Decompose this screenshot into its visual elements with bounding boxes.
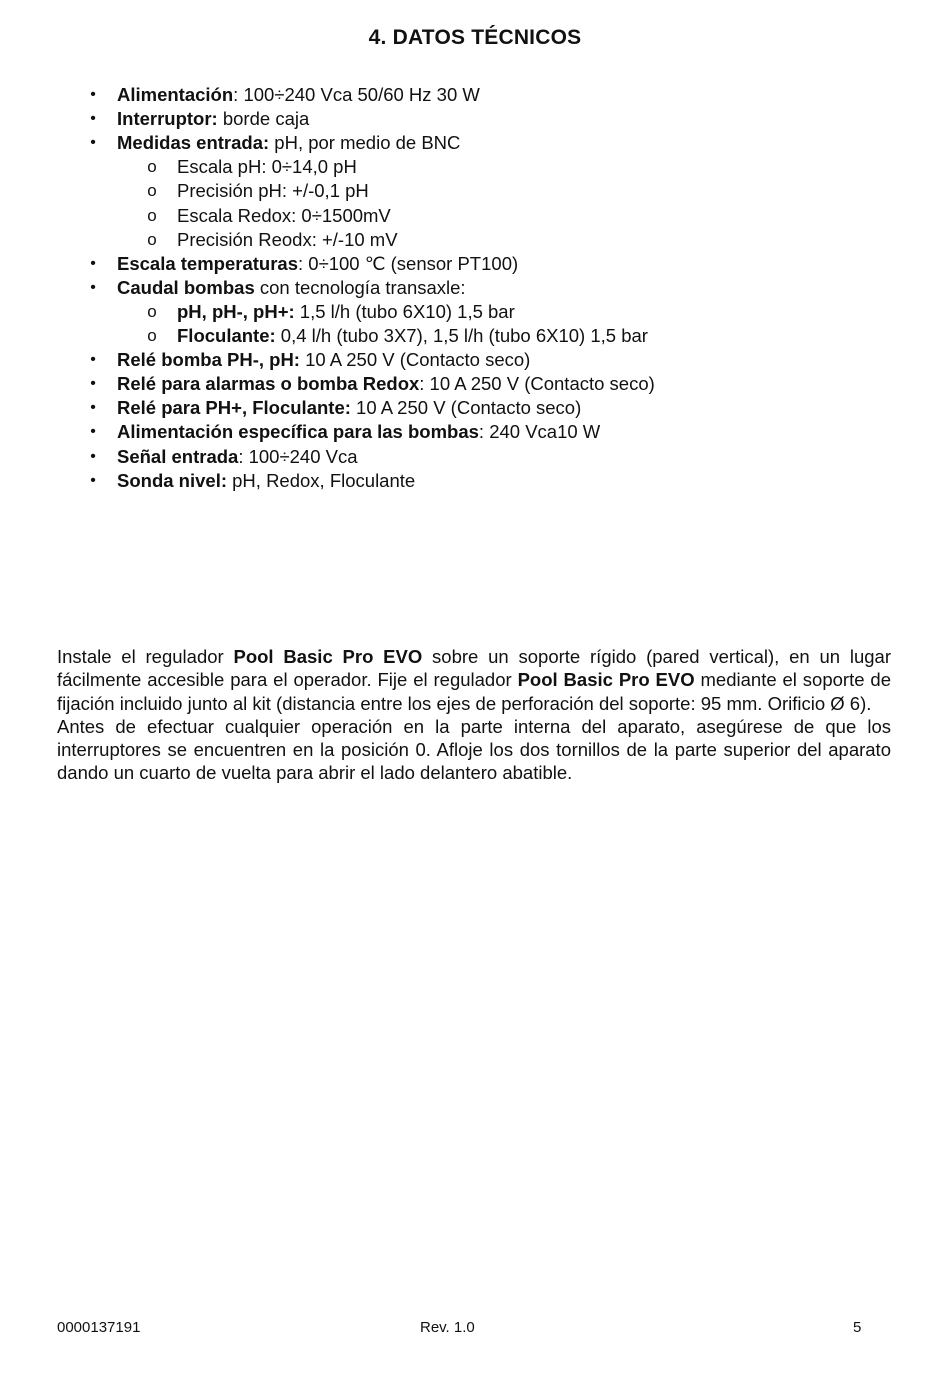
spec-value: Escala pH: 0÷14,0 pH	[177, 156, 357, 178]
spec-text	[117, 253, 518, 275]
spec-text	[117, 397, 581, 419]
section-title: 4. DATOS TÉCNICOS	[368, 26, 582, 49]
bullet-marker: •	[90, 447, 96, 465]
spec-value: con tecnología transaxle:	[254, 276, 466, 298]
spec-value: 0,4 l/h (tubo 3X7), 1,5 l/h (tubo 6X10) 1,5 bar	[275, 325, 648, 346]
spec-text	[177, 325, 648, 347]
spec-label: Medidas entrada:	[117, 132, 270, 154]
page-number: 5	[853, 1319, 862, 1336]
spec-value: 10 A 250 V (Contacto seco)	[299, 349, 531, 371]
spec-text	[117, 108, 309, 130]
spec-value: 10 A 250 V (Contacto seco)	[350, 397, 582, 419]
text-run: mediante el soporte de fijación incluido junto al kit (distancia entre los ejes de perforación del soporte: 95 mm. Orificio Ø 6).	[57, 669, 891, 714]
spec-text	[117, 277, 466, 299]
sub-bullet-marker: o	[147, 326, 157, 345]
spec-label: Sonda nivel:	[117, 469, 227, 491]
bullet-marker: •	[90, 110, 96, 128]
spec-value: : 100÷240 Vca	[238, 445, 358, 467]
sub-bullet-marker: o	[147, 181, 157, 201]
spec-value: : 10 A 250 V (Contacto seco)	[419, 373, 655, 395]
spec-label: Escala temperaturas	[117, 252, 298, 274]
spec-value: 1,5 l/h (tubo 6X10) 1,5 bar	[294, 300, 515, 322]
spec-label: pH, pH-, pH+:	[177, 300, 295, 322]
bullet-marker: •	[90, 86, 96, 103]
revision: Rev. 1.0	[420, 1319, 475, 1336]
spec-label: Alimentación específica para las bombas	[117, 421, 479, 443]
installation-paragraph	[57, 645, 891, 715]
spec-text	[117, 132, 460, 154]
spec-value: Precisión Reodx: +/-10 mV	[177, 228, 398, 250]
spec-value: Escala Redox: 0÷1500mV	[177, 204, 391, 226]
spec-value: pH, Redox, Floculante	[227, 469, 416, 491]
spec-text	[177, 301, 515, 323]
spec-value: : 100÷240 Vca 50/60 Hz 30 W	[233, 84, 480, 105]
spec-value: : 240 Vca10 W	[478, 421, 601, 443]
spec-label: Señal entrada	[117, 445, 239, 467]
sub-bullet-marker: o	[147, 229, 157, 249]
spec-text	[177, 180, 369, 202]
product-name: Pool Basic Pro EVO	[517, 669, 695, 691]
bullet-marker: •	[90, 134, 96, 152]
spec-value: pH, por medio de BNC	[269, 132, 461, 154]
document-code: 0000137191	[57, 1319, 141, 1336]
bullet-marker: •	[90, 254, 96, 272]
spec-label: Relé para PH+, Floculante:	[117, 397, 351, 419]
bullet-marker: •	[90, 278, 96, 296]
product-name: Pool Basic Pro EVO	[233, 646, 423, 667]
text-run: sobre un soporte rígido (pared vertical), en un lugar fácilmente accesible para el operador. Fije el regulador	[57, 646, 891, 691]
spec-text	[117, 470, 415, 492]
sub-bullet-marker: o	[147, 205, 157, 225]
spec-label: Relé para alarmas o bomba Redox	[117, 373, 420, 395]
sub-bullet-marker: o	[147, 157, 157, 177]
safety-paragraph: Antes de efectuar cualquier operación en la parte interna del aparato, asegúrese de que los interruptores se encuentren en la posición 0. Afloje los dos tornillos de la parte superior del aparato dando un cuarto de vuelta para abrir el lado delantero abatible.	[57, 715, 891, 784]
spec-label: Relé bomba PH-, pH:	[117, 349, 300, 371]
spec-text	[117, 446, 358, 468]
spec-value: Precisión pH: +/-0,1 pH	[177, 180, 369, 202]
spec-label: Interruptor:	[117, 108, 218, 130]
spec-text	[177, 156, 357, 178]
spec-text	[117, 373, 655, 395]
bullet-marker: •	[90, 399, 96, 417]
bullet-marker: •	[90, 351, 96, 369]
text-run: Instale el regulador	[57, 646, 234, 667]
bullet-marker: •	[90, 471, 96, 489]
spec-label: Floculante:	[177, 325, 276, 346]
spec-value: : 0÷100 ℃ (sensor PT100)	[298, 252, 519, 274]
spec-label: Alimentación	[117, 84, 234, 105]
spec-text	[117, 84, 480, 106]
spec-text	[117, 349, 530, 371]
spec-text	[117, 421, 600, 443]
spec-label: Caudal bombas	[117, 276, 255, 298]
spec-text	[177, 205, 391, 227]
spec-value: borde caja	[217, 108, 310, 130]
sub-bullet-marker: o	[147, 301, 157, 321]
spec-text	[177, 229, 398, 251]
installation-text	[57, 645, 891, 785]
bullet-marker: •	[90, 423, 96, 441]
bullet-marker: •	[90, 375, 96, 393]
